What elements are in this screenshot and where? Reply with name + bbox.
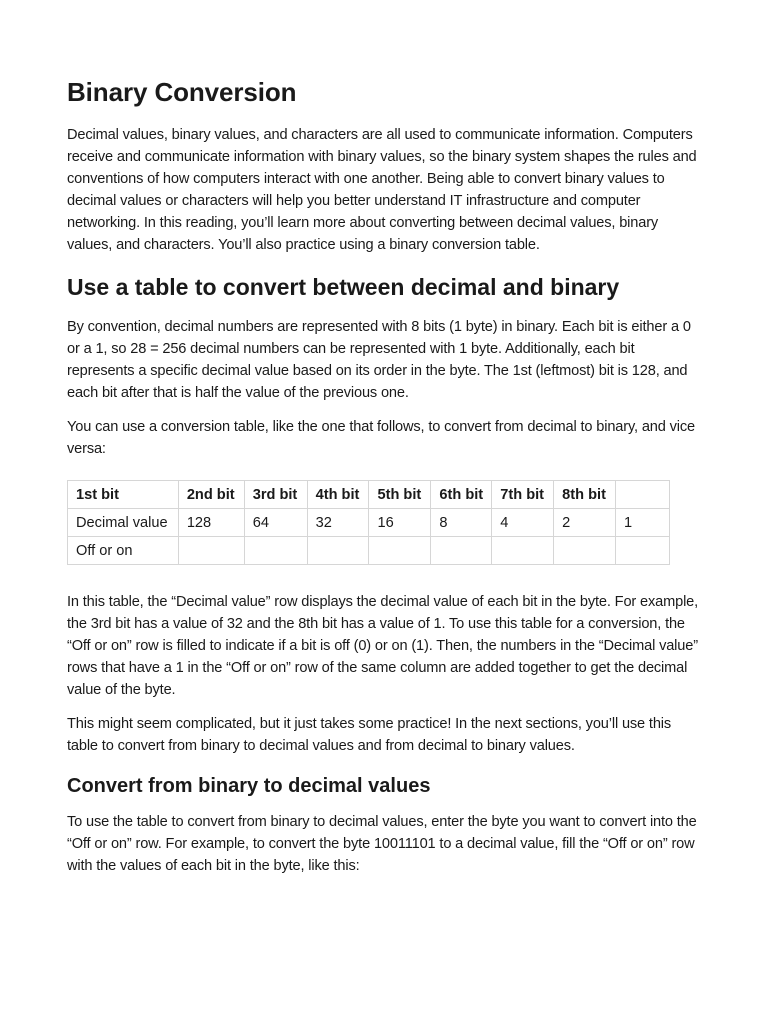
table-cell — [369, 537, 431, 565]
section1-paragraph-1: By convention, decimal numbers are represented with 8 bits (1 byte) in binary. Each bit is either a 0 or a 1, so 28 = 256 decimal numbers can be represented with 1 byte. Additionally, each bit represents a specific decimal value based on its order in the byte. The 1st (leftmost) bit is 128, and each bit after that is half the value of the previous one. — [67, 319, 691, 401]
section2-paragraph-1: To use the table to convert from binary to decimal values, enter the byte you want to convert into the “Off or on” row. For example, to convert the byte 10011101 to a decimal value, fill the “Off or on” row with the values of each bit in the byte, like this: — [67, 814, 697, 874]
table-header-row — [68, 481, 670, 509]
section1-paragraph-3: In this table, the “Decimal value” row displays the decimal value of each bit in the byte. For example, the 3rd bit has a value of 32 and the 8th bit has a value of 1. To use this table for a conversion, the “Off or on” row is filled to indicate if a bit is off (0) or on (1). Then, the numbers in the “Decimal value” rows that have a 1 in the “Off or on” row of the same column are added together to get the decimal value of the byte. — [67, 594, 699, 698]
table-header-cell — [616, 481, 670, 509]
table-row-off-or-on — [68, 537, 670, 565]
table-cell — [616, 537, 670, 565]
page-title: Binary Conversion — [67, 77, 297, 107]
table-cell: 4 — [492, 509, 554, 537]
table-header-cell: 7th bit — [492, 481, 554, 509]
table-cell: 64 — [244, 509, 307, 537]
table-cell: Off or on — [68, 537, 179, 565]
table-cell: 128 — [178, 509, 244, 537]
section-heading-binary-to-decimal: Convert from binary to decimal values — [67, 775, 431, 797]
table-cell — [307, 537, 369, 565]
table-cell: Decimal value — [68, 509, 179, 537]
table-cell — [492, 537, 554, 565]
table-cell: 8 — [431, 509, 492, 537]
table-header-cell: 3rd bit — [244, 481, 307, 509]
table-header-cell: 8th bit — [554, 481, 616, 509]
table-header-cell: 5th bit — [369, 481, 431, 509]
table-row-decimal-value — [68, 509, 670, 537]
table-header-cell: 6th bit — [431, 481, 492, 509]
conversion-table — [67, 480, 670, 565]
table-header-cell: 4th bit — [307, 481, 369, 509]
table-cell — [244, 537, 307, 565]
section-heading-table: Use a table to convert between decimal and binary — [67, 274, 620, 300]
table-cell — [431, 537, 492, 565]
section1-paragraph-2: You can use a conversion table, like the one that follows, to convert from decimal to binary, and vice versa: — [67, 419, 695, 457]
section1-paragraph-4: This might seem complicated, but it just takes some practice! In the next sections, you’ll use this table to convert from binary to decimal values and from decimal to binary values. — [67, 716, 672, 754]
intro-paragraph: Decimal values, binary values, and characters are all used to communicate information. Computers receive and communicate information with binary values, so the binary system shapes the rules and conventions of how computers interact with one another. Being able to convert binary values to decimal values or characters will help you better understand IT infrastructure and computer networking. In this reading, you’ll learn more about converting between decimal values, binary values, and characters. You’ll also practice using a binary conversion table. — [67, 127, 697, 253]
table-header-cell: 1st bit — [68, 481, 179, 509]
table-cell: 16 — [369, 509, 431, 537]
table-cell: 1 — [616, 509, 670, 537]
table-cell — [178, 537, 244, 565]
table-cell: 2 — [554, 509, 616, 537]
table-cell — [554, 537, 616, 565]
table-cell: 32 — [307, 509, 369, 537]
table-header-cell: 2nd bit — [178, 481, 244, 509]
